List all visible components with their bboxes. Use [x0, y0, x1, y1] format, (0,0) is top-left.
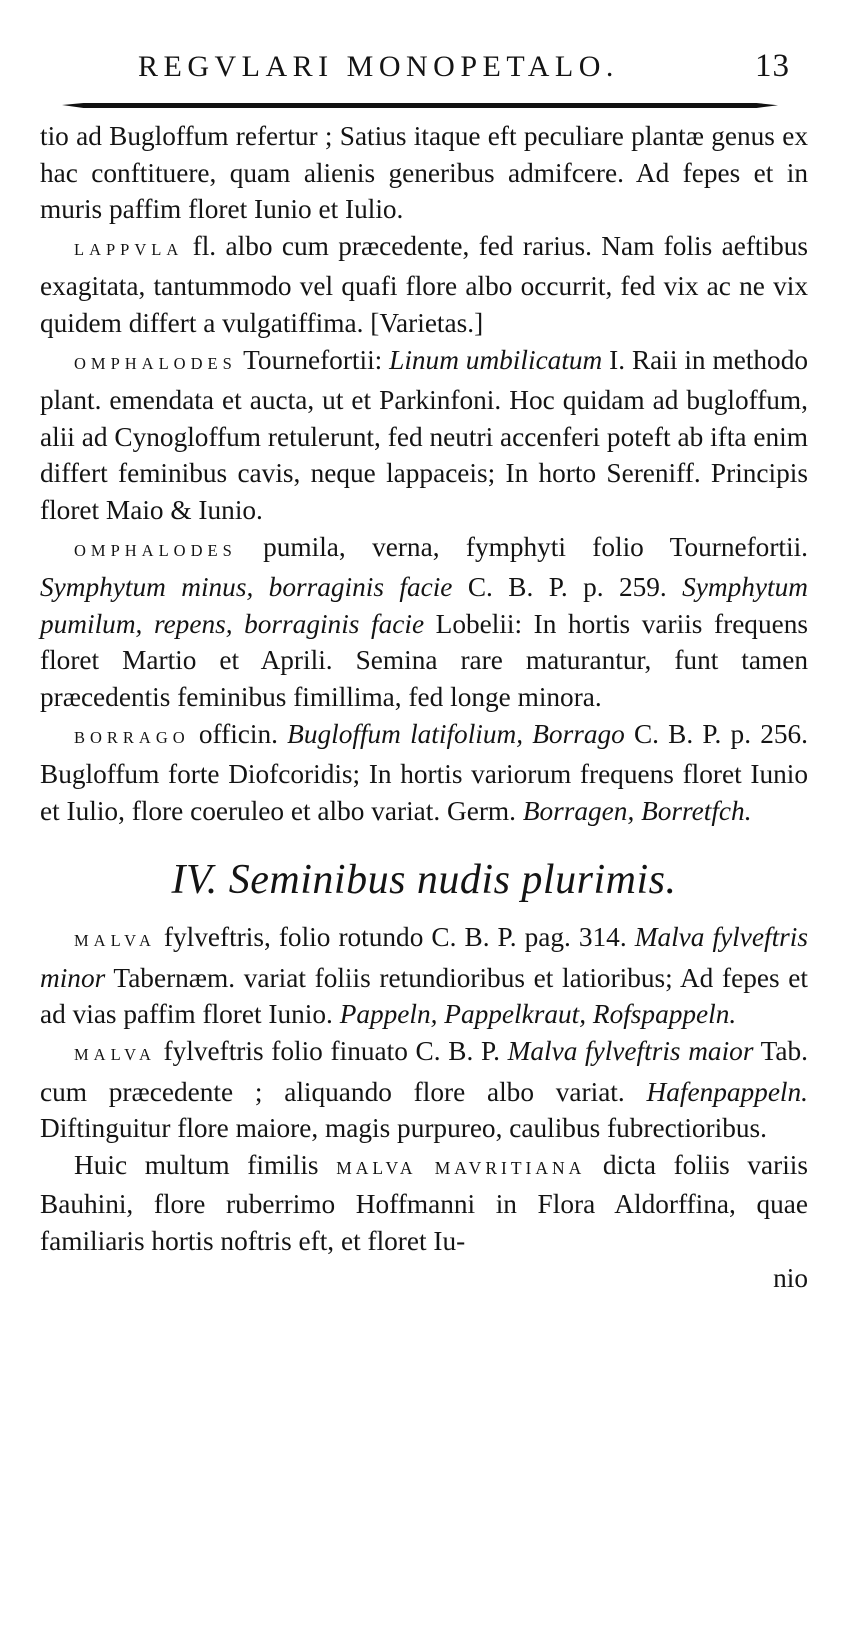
text: dicta foliis variis Bauhini, flore ruberrimo Hoffmanni in Flora Aldorffina, quae familiaris hortis noftris eft, et floret Iu- [40, 1149, 808, 1257]
paragraph-malva-mauritiana [40, 1147, 808, 1260]
paragraph-malva-rotundo [40, 919, 808, 1033]
text: fl. albo cum præcedente, fed rarius. Nam folis aeftibus exagitata, tantummodo vel quafi flore albo occurrit, fed vix ac ne vix quidem differt a vulgatiffima. [Varietas.] [40, 230, 808, 338]
paragraph-buglossum-continuation [40, 118, 808, 228]
synonym-italic: Malva fylveftris maior [507, 1036, 754, 1067]
plant-name: BORRAGO [74, 727, 190, 747]
text: Diftinguitur flore maiore, magis purpureo, caulibus fubrectioribus. [40, 1113, 767, 1144]
plant-name: LAPPVLA [74, 239, 184, 259]
running-title: REGVLARI MONOPETALO. [138, 50, 619, 83]
text: C. B. P. p. 256. Bugloffum forte Diofcoridis; In hortis variorum frequens floret Iunio et Iulio, flore coeruleo et albo variat. Germ. [40, 718, 808, 826]
synonym-italic: Bugloffum latifolium, Borrago [287, 718, 625, 749]
synonym-italic: Symphytum minus, borraginis facie [40, 572, 453, 603]
text: officin. [189, 718, 288, 749]
paragraph-omphalodes-pumila [40, 529, 808, 716]
german-name-italic: Pappeln, Pappelkraut, Rofspappeln. [339, 999, 737, 1030]
text: fylveftris, folio rotundo C. B. P. pag. 314. [155, 922, 635, 953]
text: pumila, verna, fymphyti folio Tournefortii. [236, 531, 808, 562]
paragraph-omphalodes-tournefortii [40, 342, 808, 529]
text: Tabernæm. variat foliis retundioribus et latioribus; Ad fepes et ad vias paffim floret Iunio. [40, 962, 808, 1030]
text: Tournefortii: [236, 344, 390, 375]
synonym-italic: Malva fylveftris minor [40, 922, 808, 993]
plant-name: OMPHALODES [74, 540, 237, 560]
catchword: nio [773, 1262, 808, 1293]
text: I. Raii in methodo plant. emendata et aucta, ut et Parkinfoni. Hoc quidam ad bugloffum, alii ad Cynogloffum retulerunt, fed neutri accenferi poteft ab ifta enim differt feminibus cavis, neque lappaceis; In horto Sereniff. Principis floret Maio & Iunio. [40, 344, 808, 525]
text: Lobelii: In hortis variis frequens floret Martio et Aprili. Semina rare maturantur, funt tamen præcedentis feminibus fimillima, fed longe minora. [40, 608, 808, 712]
body-text [40, 118, 808, 1296]
plant-name: MALVA MAVRITIANA [336, 1157, 586, 1178]
text: Tab. cum præcedente ; aliquando flore albo variat. [40, 1036, 808, 1107]
header-rule [62, 103, 778, 108]
text: tio ad Bugloffum refertur ; Satius itaque eft peculiare plantæ genus ex hac conftituere, quam alienis generibus admifcere. Ad fepes et in muris paffim floret Iunio et Iulio. [40, 121, 808, 225]
plant-name: MALVA [74, 931, 156, 951]
paragraph-malva-sinuato [40, 1033, 808, 1147]
text: C. B. P. p. 259. [452, 572, 683, 603]
paragraph-borrago [40, 716, 808, 830]
section-heading: IV. Seminibus nudis plurimis. [171, 857, 677, 904]
german-name-italic: Borragen, Borretfch. [522, 795, 752, 826]
page-number: 13 [755, 48, 790, 84]
synonym-italic: Linum umbilicatum [389, 344, 603, 375]
synonym-italic: Symphytum pumilum, repens, borraginis facie [40, 572, 808, 639]
plant-name: OMPHALODES [74, 353, 237, 373]
plant-name: MALVA [74, 1045, 156, 1065]
page-header [0, 44, 850, 94]
german-name-italic: Hafenpappeln. [646, 1076, 808, 1107]
text: fylveftris folio finuato C. B. P. [155, 1036, 508, 1067]
paragraph-lappula [40, 228, 808, 342]
text: Huic multum fimilis [74, 1149, 337, 1180]
